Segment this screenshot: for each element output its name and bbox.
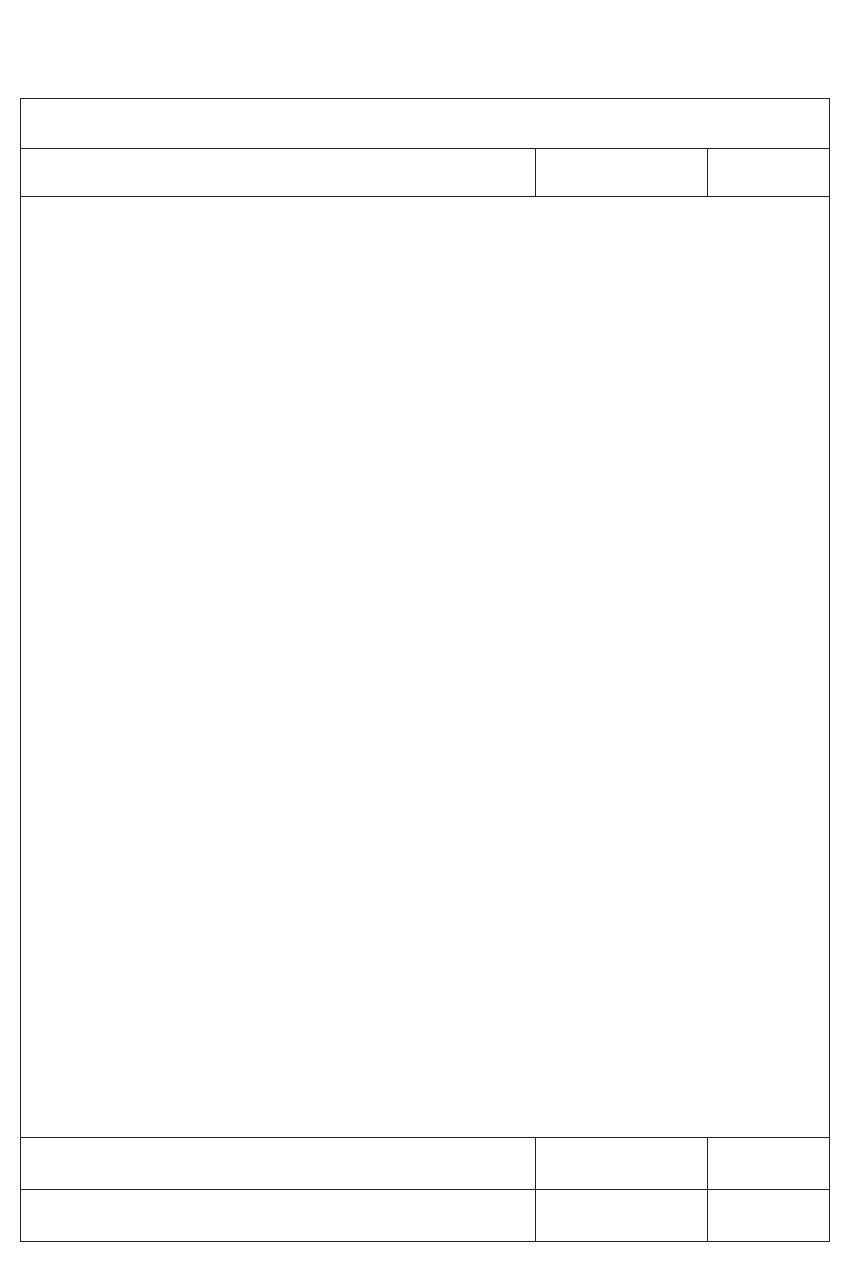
inspection-form: [20, 98, 830, 1242]
supervisor-label: [536, 1190, 708, 1241]
supervisor-signature-field[interactable]: [708, 1138, 829, 1189]
supervisor-signature-field[interactable]: [708, 1190, 829, 1241]
footer-row-record: [21, 1138, 829, 1190]
other-section[interactable]: [21, 988, 829, 1138]
header-remark: [708, 149, 829, 196]
rectify-label: [21, 1190, 536, 1241]
footer-row-rectify: [21, 1190, 829, 1241]
table-header: [21, 149, 829, 197]
record-label: [21, 1138, 536, 1189]
date-address-row: [21, 99, 829, 149]
supervisor-label: [536, 1138, 708, 1189]
header-items: [21, 149, 536, 196]
header-result: [536, 149, 708, 196]
